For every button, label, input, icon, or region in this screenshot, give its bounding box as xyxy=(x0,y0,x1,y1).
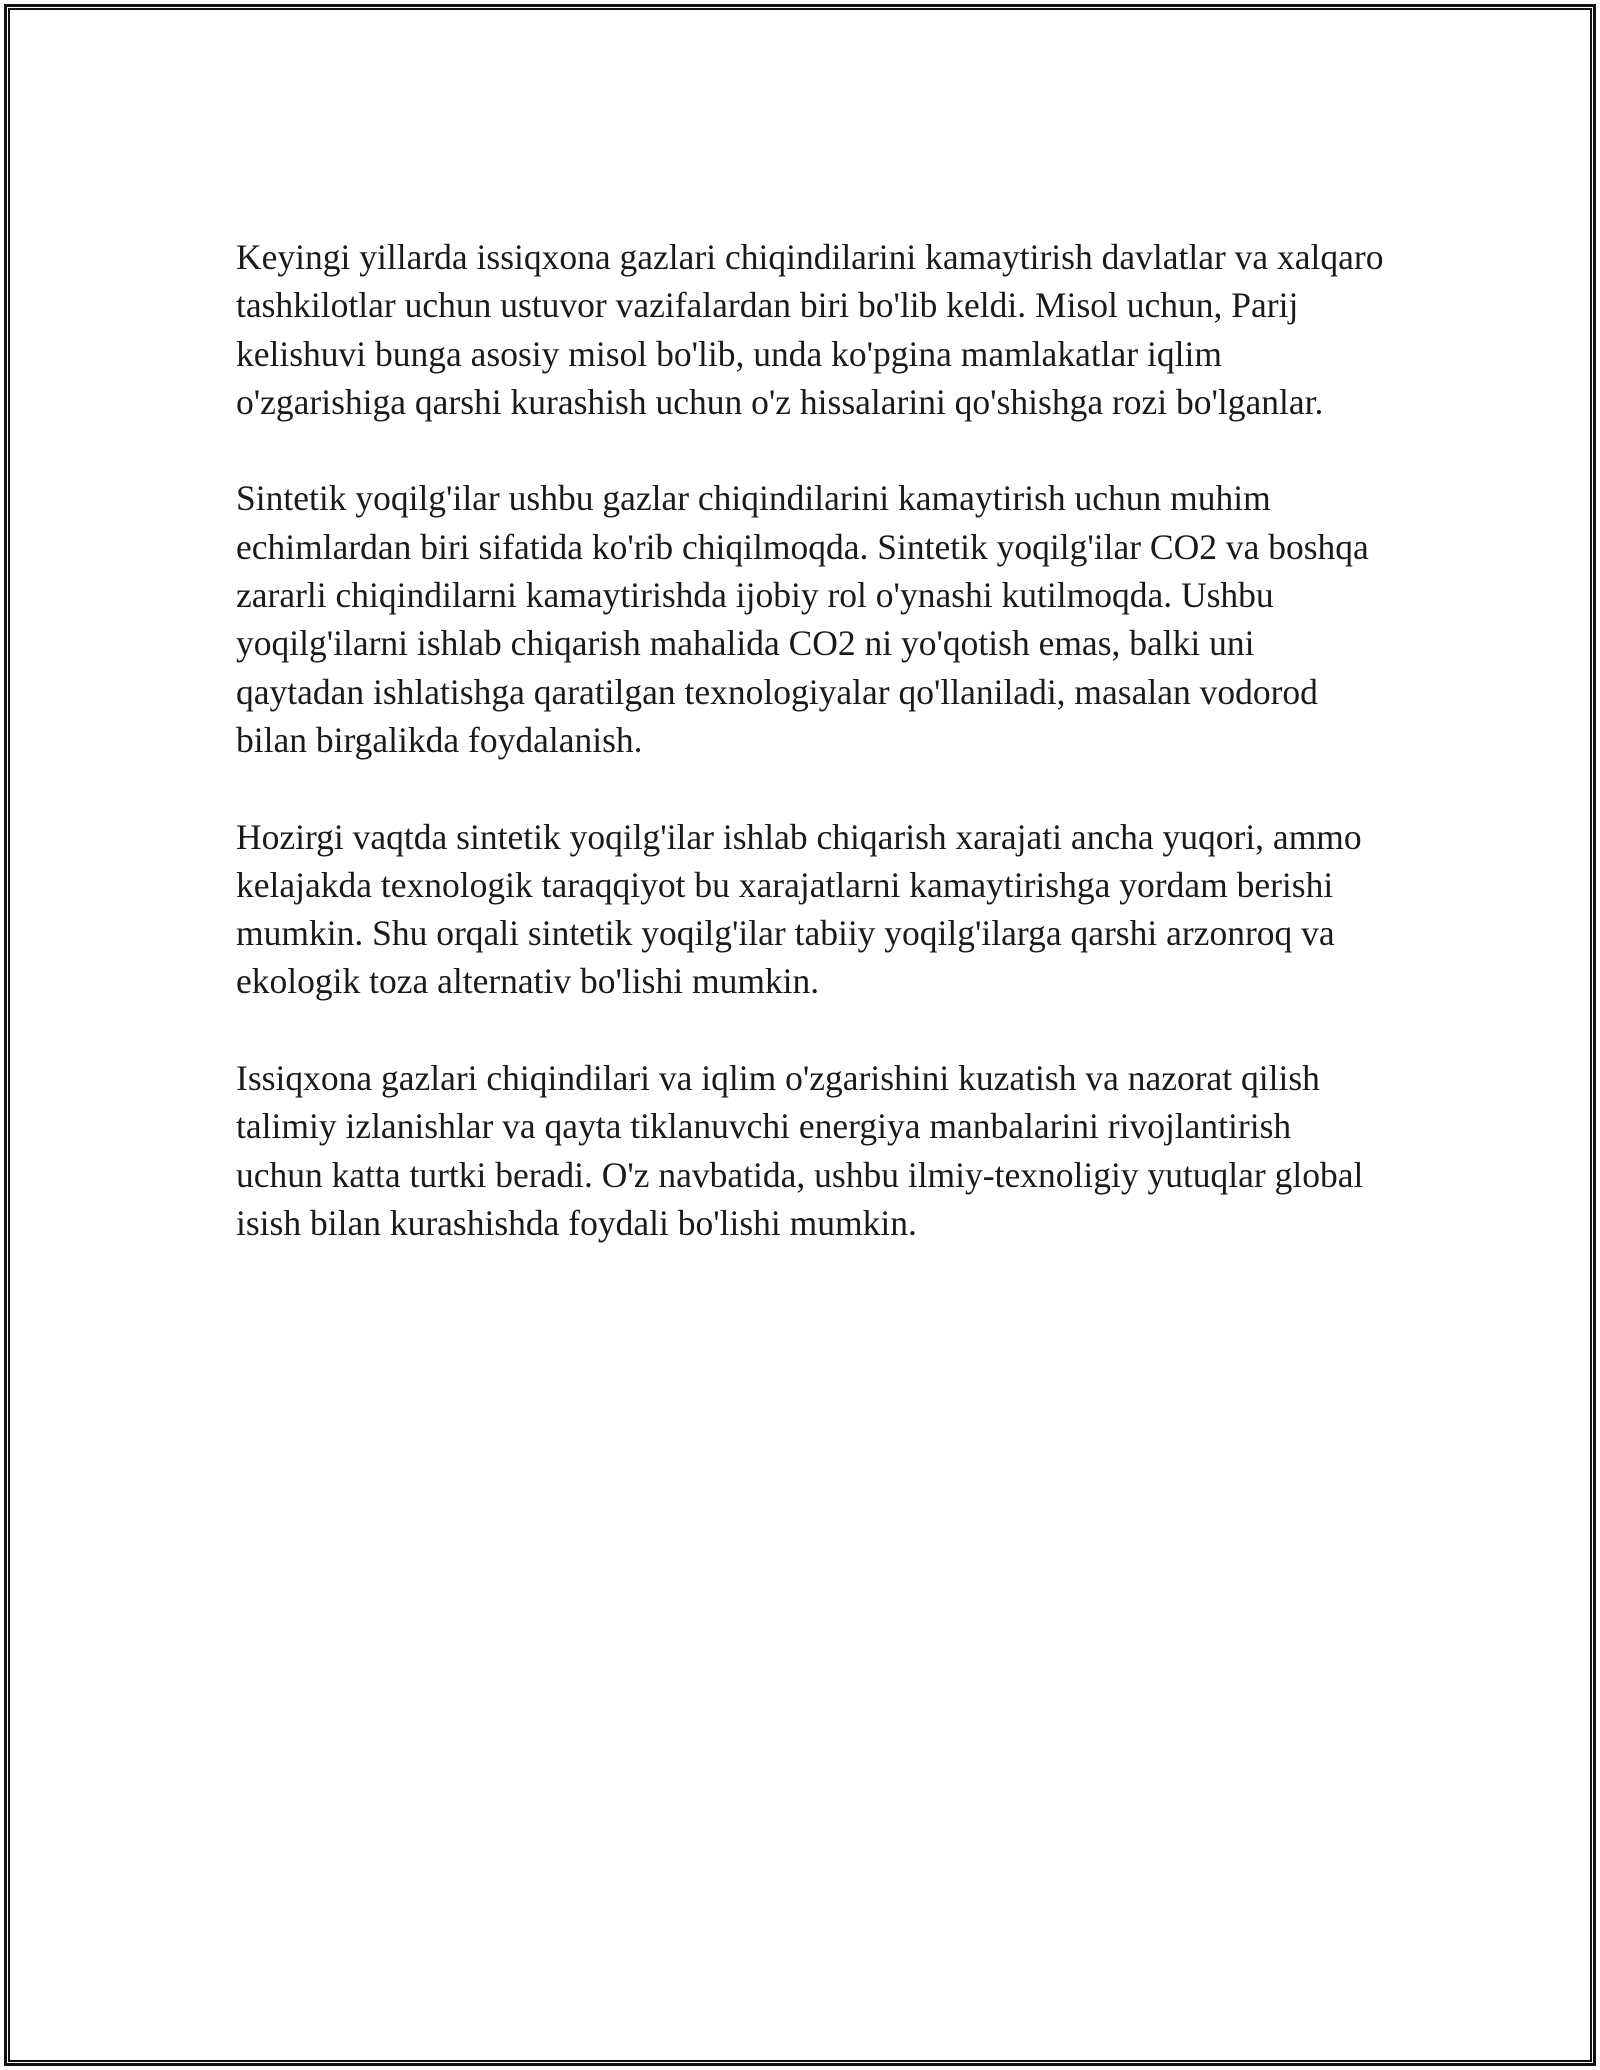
document-body xyxy=(236,233,1386,1296)
paragraph-3: Hozirgi vaqtda sintetik yoqilg'ilar ishlab chiqarish xarajati ancha yuqori, ammo kelajakda texnologik taraqqiyot bu xarajatlarni kamaytirishga yordam berishi mumkin. Shu orqali sintetik yoqilg'ilar tabiiy yoqilg'ilarga qarshi arzonroq va ekologik toza alternativ bo'lishi mumkin. xyxy=(236,816,1362,1002)
paragraph-1: Keyingi yillarda issiqxona gazlari chiqindilarini kamaytirish davlatlar va xalqaro tashkilotlar uchun ustuvor vazifalardan biri bo'lib keldi. Misol uchun, Parij kelishuvi bunga asosiy misol bo'lib, unda ko'pgina mamlakatlar iqlim o'zgarishiga qarshi kurashish uchun o'z hissalarini qo'shishga rozi bo'lganlar. xyxy=(236,237,1384,422)
paragraph-2: Sintetik yoqilg'ilar ushbu gazlar chiqindilarini kamaytirish uchun muhim echimlardan biri sifatida ko'rib chiqilmoqda. Sintetik yoqilg'ilar CO2 va boshqa zararli chiqindilarni kamaytirishda ijobiy rol o'ynashi kutilmoqda. Ushbu yoqilg'ilarni ishlab chiqarish mahalida CO2 ni yo'qotish emas, balki uni qaytadan ishlatishga qaratilgan texnologiyalar qo'llaniladi, masalan vodorod bilan birgalikda foydalanish. xyxy=(236,478,1369,760)
paragraph-4: Issiqxona gazlari chiqindilari va iqlim o'zgarishini kuzatish va nazorat qilish talimiy izlanishlar va qayta tiklanuvchi energiya manbalarini rivojlantirish uchun katta turtki beradi. O'z navbatida, ushbu ilmiy-texnoligiy yutuqlar global isish bilan kurashishda foydali bo'lishi mumkin. xyxy=(236,1058,1364,1243)
